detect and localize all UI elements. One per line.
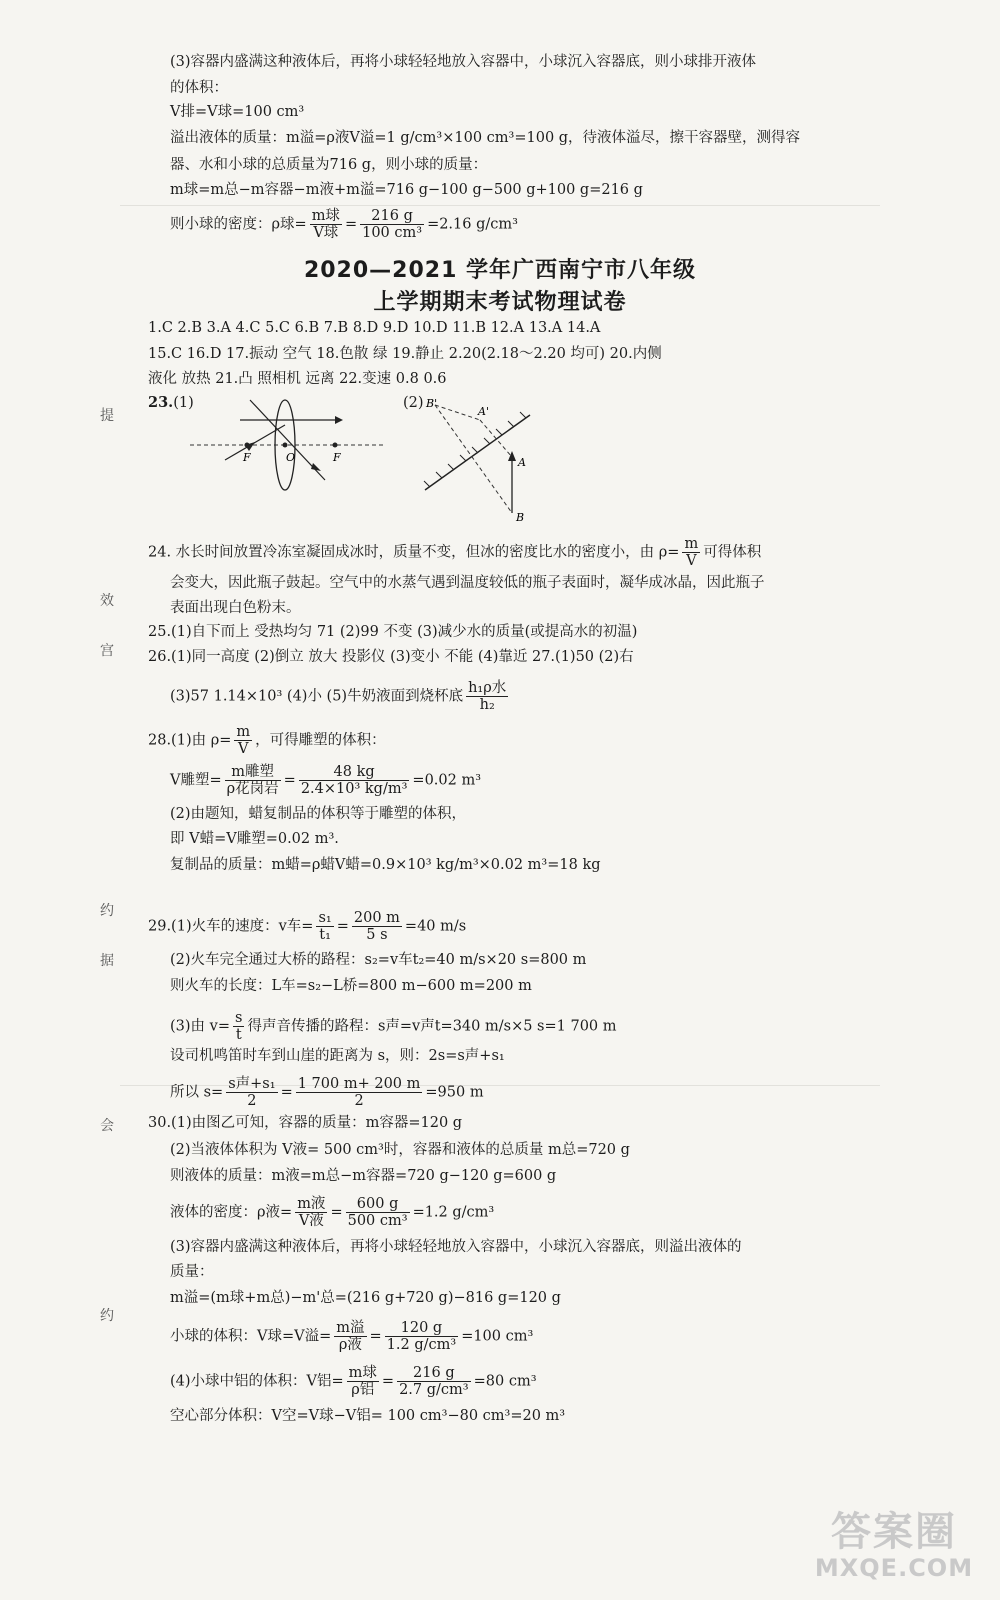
- fraction: $\frac{\text{m溢}}{\text{ρ液}}$: [336, 1320, 365, 1353]
- q24-line-3: 表面出现白色粉末。: [170, 600, 301, 616]
- q23-part2-label: (2): [403, 395, 424, 411]
- arrowhead: [311, 463, 321, 471]
- watermark-url: MXQE.COM: [814, 1554, 974, 1582]
- fraction: $\frac{48 kg}{\text{2.4×10³ kg/m³}}$: [300, 764, 408, 797]
- label-O: O: [286, 451, 296, 464]
- top-line-7: 则小球的密度：ρ球= $\frac{\text{m球}}{\text{V球}}$ = $\frac{216 g}{\text{100 cm³}}$ =2.16 g/cm³: [170, 208, 518, 241]
- fraction: $\frac{m}{V}$: [236, 724, 251, 757]
- fraction: $\frac{m}{V}$: [684, 536, 699, 569]
- label-B: B: [516, 511, 525, 524]
- q24-line-2: 会变大，因此瓶子鼓起。空气中的水蒸气遇到温度较低的瓶子表面时，凝华成冰晶，因此瓶子: [170, 575, 765, 591]
- fraction: $\frac{\text{m球}}{\text{ρ铝}}$: [348, 1365, 377, 1398]
- q28-line-1: 28.(1)由 ρ= $\frac{m}{V}$ ，可得雕塑的体积：: [148, 724, 386, 757]
- q30-line-9: (4)小球中铝的体积：V铝= $\frac{\text{m球}}{\text{ρ铝}}$ = $\frac{216 g}{\text{2.7 g/cm³}}$ =80 cm³: [170, 1365, 537, 1398]
- answers-row-1: 1.C 2.B 3.A 4.C 5.C 6.B 7.B 8.D 9.D 10.D 11.B 12.A 13.A 14.A: [148, 320, 601, 336]
- q28-line-5: 复制品的质量：m蜡=ρ蜡V蜡=0.9×10³ kg/m³×0.02 m³=18 kg: [170, 857, 601, 873]
- margin-char: 约: [100, 1308, 114, 1324]
- focus-right-dot: [333, 443, 338, 448]
- fraction: $\frac{\text{m液}}{\text{V液}}$: [297, 1196, 326, 1229]
- margin-char: 会: [100, 1118, 114, 1134]
- q25-answer: 25.(1)自下而上 受热均匀 71 (2)99 不变 (3)减少水的质量(或提高水的初温): [148, 624, 638, 640]
- arrowhead: [335, 416, 343, 424]
- q30-line-10: 空心部分体积：V空=V球−V铝= 100 cm³−80 cm³=20 m³: [170, 1408, 566, 1424]
- q29-line-3: 则火车的长度：L车=s₂−L桥=800 m−600 m=200 m: [170, 978, 532, 994]
- q28-line-3: (2)由题知，蜡复制品的体积等于雕塑的体积，: [170, 806, 467, 822]
- dashed-B-Bprime: [435, 405, 512, 513]
- fraction: $\frac{216 g}{\text{100 cm³}}$: [362, 208, 423, 241]
- label-A: A: [518, 456, 526, 469]
- ray-3: [225, 425, 285, 460]
- watermark-logo: [814, 1510, 974, 1582]
- margin-char: 据: [100, 953, 114, 969]
- label-F-right: F: [333, 451, 341, 464]
- q30-line-6: 质量：: [170, 1264, 214, 1280]
- label-B-prime: B': [426, 397, 438, 410]
- label-F-left: F: [243, 451, 251, 464]
- margin-char: 约: [100, 903, 114, 919]
- margin-char: 效: [100, 593, 114, 609]
- fraction: $\frac{\text{h₁ρ水}}{\text{h₂}}$: [468, 680, 507, 713]
- scan-rule-top: [120, 205, 880, 206]
- plane-mirror-diagram: [420, 395, 550, 525]
- exam-title-line-1: 2020—2021 学年广西南宁市八年级: [303, 258, 697, 283]
- top-line-1: (3)容器内盛满这种液体后，再将小球轻轻地放入容器中，小球沉入容器底，则小球排开液体: [170, 54, 757, 70]
- lens-ray-diagram: [185, 395, 385, 495]
- top-line-2: 的体积：: [170, 80, 228, 96]
- q30-line-3: 则液体的质量：m液=m总−m容器=720 g−120 g=600 g: [170, 1168, 557, 1184]
- fraction: $\frac{\text{s₁}}{\text{t₁}}$: [318, 910, 332, 943]
- q23-label: 23.(1): [148, 394, 194, 411]
- q28-line-4: 即 V蜡=V雕塑=0.02 m³.: [170, 831, 339, 847]
- q30-line-5: (3)容器内盛满这种液体后，再将小球轻轻地放入容器中，小球沉入容器底，则溢出液体的: [170, 1239, 742, 1255]
- q30-line-2: (2)当液体体积为 V液= 500 cm³时，容器和液体的总质量 m总=720 g: [170, 1142, 630, 1158]
- q30-line-4: 液体的密度：ρ液= $\frac{\text{m液}}{\text{V液}}$ = $\frac{600 g}{\text{500 cm³}}$ =1.2 g/cm³: [170, 1196, 495, 1229]
- q24-line-1: 24. 水长时间放置冷冻室凝固成冰时，质量不变，但冰的密度比水的密度小，由 ρ= $\frac{m}{V}$ 可得体积: [148, 536, 762, 569]
- answers-row-3: 液化 放热 21.凸 照相机 远离 22.变速 0.8 0.6: [148, 371, 447, 387]
- fraction: $\frac{\text{m球}}{\text{V球}}$: [311, 208, 340, 241]
- focus-left-dot: [245, 443, 250, 448]
- watermark-text: 答案圈: [831, 1509, 957, 1555]
- fraction: $\frac{600 g}{\text{500 cm³}}$: [347, 1196, 408, 1229]
- fraction: $\frac{1 700 m+ 200 m}{2}$: [297, 1076, 421, 1109]
- q30-line-8: 小球的体积：V球=V溢= $\frac{\text{m溢}}{\text{ρ液}}$ = $\frac{120 g}{\text{1.2 g/cm³}}$ =100 cm³: [170, 1320, 534, 1353]
- q28-line-2: V雕塑= $\frac{\text{m雕塑}}{\text{ρ花岗岩}}$ = $\frac{48 kg}{\text{2.4×10³ kg/m³}}$ =0.02 m³: [170, 764, 482, 797]
- q29-line-4: (3)由 v= $\frac{s}{t}$ 得声音传播的路程：s声=v声t=340 m/s×5 s=1 700 m: [170, 1010, 617, 1043]
- top-line-6: m球=m总−m容器−m液+m溢=716 g−100 g−500 g+100 g=216 g: [170, 182, 643, 198]
- fraction: $\frac{120 g}{\text{1.2 g/cm³}}$: [386, 1320, 457, 1353]
- image-AB-dashed: [435, 405, 480, 420]
- mirror-hatch: [424, 412, 526, 487]
- margin-char: 宫: [100, 643, 114, 659]
- top-line-5: 器、水和小球的总质量为716 g，则小球的质量：: [170, 157, 488, 173]
- q29-line-5: 设司机鸣笛时车到山崖的距离为 s，则：2s=s声+s₁: [170, 1048, 505, 1064]
- q29-line-6: 所以 s= $\frac{\text{s声+s₁}}{2}$ = $\frac{1 700 m+ 200 m}{2}$ =950 m: [170, 1076, 484, 1109]
- exam-title-line-2: 上学期期末考试物理试卷: [373, 290, 627, 315]
- arrowhead: [508, 451, 516, 461]
- q29-line-1: 29.(1)火车的速度：v车= $\frac{\text{s₁}}{\text{t₁}}$ = $\frac{200 m}{5 s}$ =40 m/s: [148, 910, 467, 943]
- q29-line-2: (2)火车完全通过大桥的路程：s₂=v车t₂=40 m/s×20 s=800 m: [170, 952, 587, 968]
- optical-center-dot: [283, 443, 288, 448]
- fraction: $\frac{s}{t}$: [235, 1010, 243, 1043]
- top-line-3: V排=V球=100 cm³: [170, 104, 305, 120]
- fraction: $\frac{\text{s声+s₁}}{2}$: [228, 1076, 276, 1109]
- label-A-prime: A': [478, 405, 489, 418]
- q27-answer: (3)57 1.14×10³ (4)小 (5)牛奶液面到烧杯底 $\frac{\text{h₁ρ水}}{\text{h₂}}$: [170, 680, 507, 713]
- fraction: $\frac{\text{m雕塑}}{\text{ρ花岗岩}}$: [226, 764, 279, 797]
- q30-line-1: 30.(1)由图乙可知，容器的质量：m容器=120 g: [148, 1115, 463, 1131]
- answers-row-2: 15.C 16.D 17.振动 空气 18.色散 绿 19.静止 2.20(2.18～2.20 均可) 20.内侧: [148, 346, 662, 362]
- margin-char: 提: [100, 408, 114, 424]
- q26-answer: 26.(1)同一高度 (2)倒立 放大 投影仪 (3)变小 不能 (4)靠近 27.(1)50 (2)右: [148, 649, 634, 665]
- top-line-4: 溢出液体的质量：m溢=ρ液V溢=1 g/cm³×100 cm³=100 g，待液体溢尽，擦干容器壁，测得容: [170, 130, 801, 146]
- fraction: $\frac{216 g}{\text{2.7 g/cm³}}$: [399, 1365, 469, 1398]
- q30-line-7: m溢=(m球+m总)−m'总=(216 g+720 g)−816 g=120 g: [170, 1290, 561, 1306]
- fraction: $\frac{200 m}{5 s}$: [353, 910, 400, 943]
